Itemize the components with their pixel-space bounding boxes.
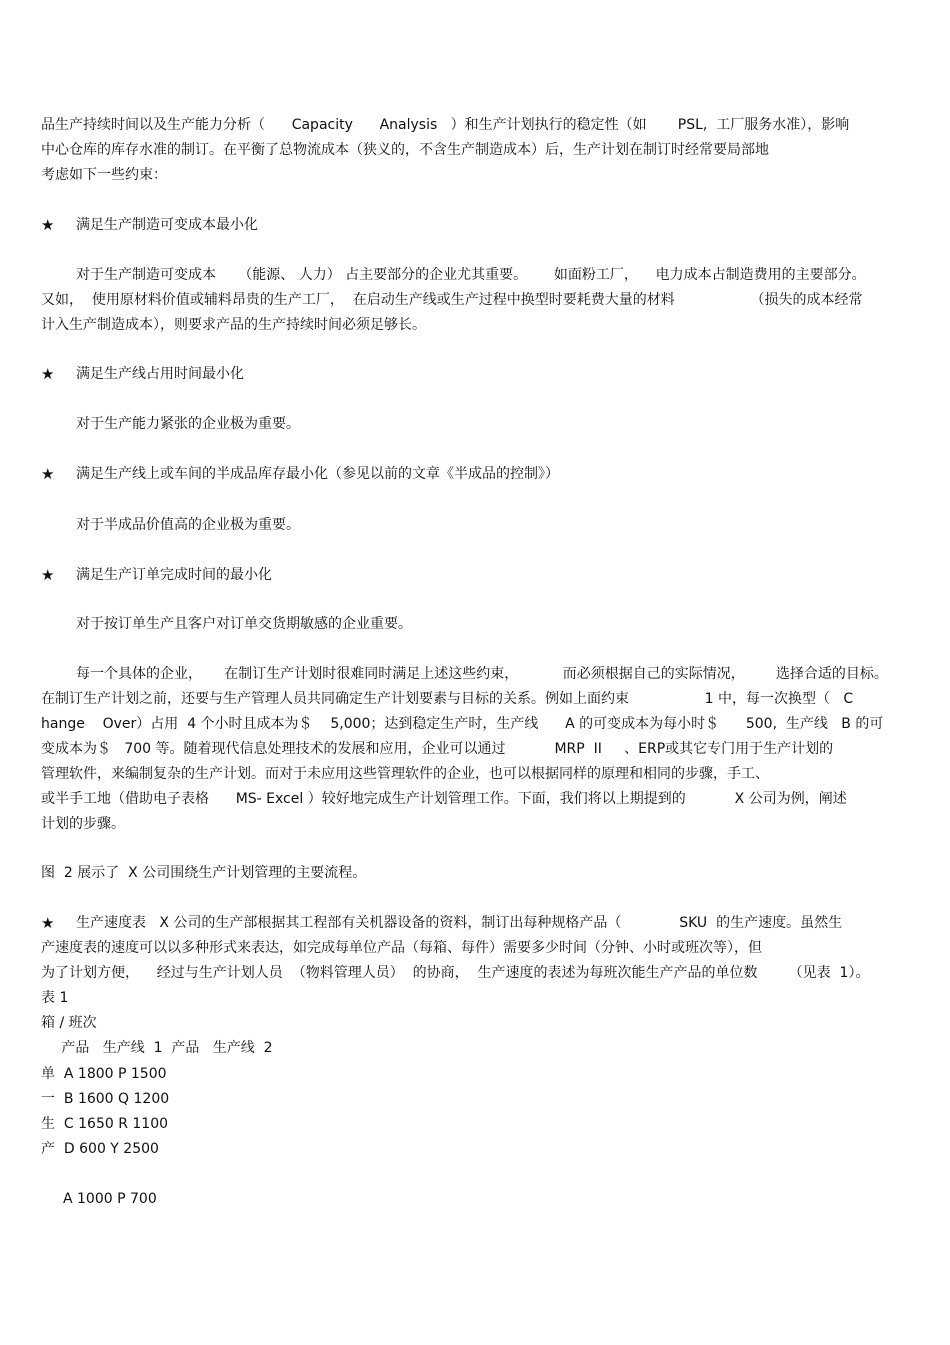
intro-line-1: 品生产持续时间以及生产能力分析（ Capacity Analysis ）和生产计划执行的稳定性（如 PSL, 工厂服务水准），影响 (41, 117, 850, 133)
intro-line-3: 考虑如下一些约束： (41, 167, 167, 183)
constraint-4-desc: 对于按订单生产且客户对订单交货期敏感的企业重要。 (76, 616, 412, 632)
constraint-1-desc-1: 对于生产制造可变成本 （能源、 人力） 占主要部分的企业尤其重要。 如面粉工厂， 电力成本占制造费用的主要部分。 (76, 267, 866, 283)
figure-reference: 图 2 展示了 X 公司围绕生产计划管理的主要流程。 (41, 865, 367, 881)
constraint-3-desc: 对于半成品价值高的企业极为重要。 (76, 517, 300, 533)
para2-line-1: 每一个具体的企业， 在制订生产计划时很难同时满足上述这些约束， 而必须根据自己的实际情况， 选择合适的目标。 (76, 666, 888, 682)
constraint-1-desc-3: 计入生产制造成本），则要求产品的生产持续时间必须足够长。 (41, 317, 426, 333)
star-bullet-icon: ★ (41, 914, 55, 932)
constraint-3-title: 满足生产线上或车间的半成品库存最小化（参见以前的文章《半成品的控制》） (76, 466, 559, 482)
para2-line-7: 计划的步骤。 (41, 816, 125, 832)
para2-line-5: 管理软件，来编制复杂的生产计划。而对于未应用这些管理软件的企业，也可以根据同样的原理和相同的步骤，手工、 (41, 766, 769, 782)
para2-line-6: 或半手工地（借助电子表格 MS- Excel ）较好地完成生产计划管理工作。下面，我们将以上期提到的 X 公司为例，阐述 (41, 791, 847, 807)
table-unit: 箱 / 班次 (41, 1015, 97, 1031)
speed-line-2: 为了计划方便， 经过与生产计划人员 （物料管理人员） 的协商， 生产速度的表述为每班次能生产产品的单位数 （见表 1）。 (41, 965, 870, 981)
para2-line-2: 在制订生产计划之前，还要与生产管理人员共同确定生产计划要素与目标的关系。例如上面约束 1 中，每一次换型（ C (41, 691, 854, 707)
star-bullet-icon: ★ (41, 465, 55, 483)
table-row: 生 C 1650 R 1100 (41, 1116, 169, 1132)
constraint-2-desc: 对于生产能力紧张的企业极为重要。 (76, 416, 300, 432)
star-bullet-icon: ★ (41, 216, 55, 234)
table-row: A 1000 P 700 (63, 1191, 157, 1207)
table-row: 单 A 1800 P 1500 (41, 1066, 167, 1082)
constraint-2-title: 满足生产线占用时间最小化 (76, 366, 244, 382)
table-caption: 表 1 (41, 990, 69, 1006)
constraint-4-title: 满足生产订单完成时间的最小化 (76, 567, 272, 583)
para2-line-4: 变成本为＄ 700 等。随着现代信息处理技术的发展和应用，企业可以通过 MRP II 、ERP或其它专门用于生产计划的 (41, 741, 834, 757)
constraint-1-desc-2: 又如， 使用原材料价值或辅料昂贵的生产工厂， 在启动生产线或生产过程中换型时要耗费大量的材料 （损失的成本经常 (41, 292, 863, 308)
star-bullet-icon: ★ (41, 365, 55, 383)
speed-line-1: 产速度表的速度可以以多种形式来表达，如完成每单位产品（每箱、每件）需要多少时间（分钟、小时或班次等），但 (41, 940, 762, 956)
star-bullet-icon: ★ (41, 566, 55, 584)
speed-title: 生产速度表 X 公司的生产部根据其工程部有关机器设备的资料，制订出每种规格产品（ SKU 的生产速度。虽然生 (76, 915, 843, 931)
table-header: 产品 生产线 1 产品 生产线 2 (48, 1040, 273, 1056)
table-row: 一 B 1600 Q 1200 (41, 1091, 170, 1107)
para2-line-3: hange Over）占用 4 个小时且成本为＄ 5,000；达到稳定生产时，生产线 A 的可变成本为每小时＄ 500, 生产线 B 的可 (41, 716, 884, 732)
intro-line-2: 中心仓库的库存水准的制订。在平衡了总物流成本（狭义的，不含生产制造成本）后，生产计划在制订时经常要局部地 (41, 142, 769, 158)
table-row: 产 D 600 Y 2500 (41, 1141, 159, 1157)
constraint-1-title: 满足生产制造可变成本最小化 (76, 217, 258, 233)
